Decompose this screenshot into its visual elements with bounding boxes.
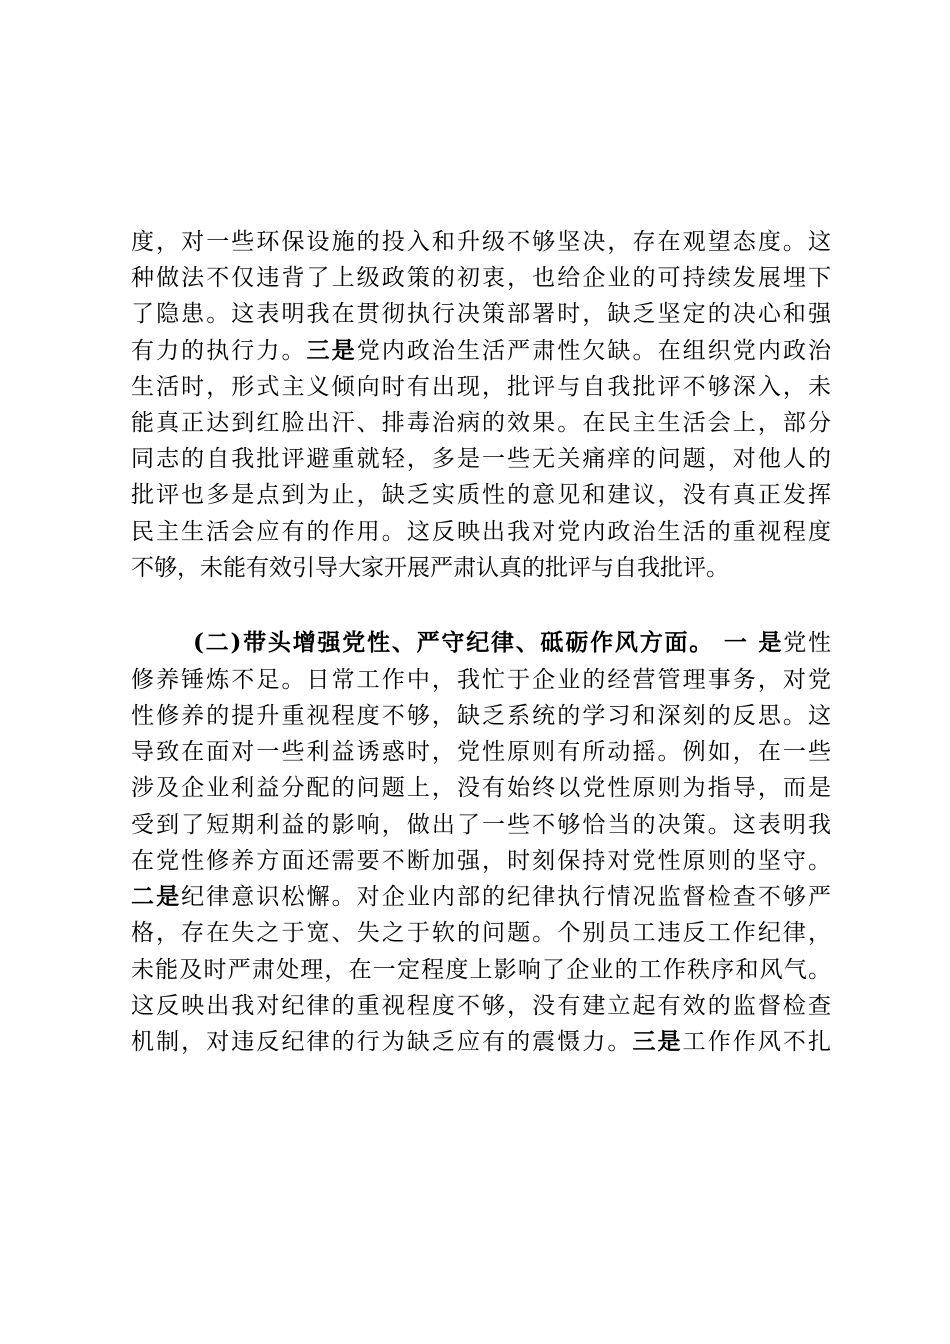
text-run: 这反映出我对纪律的重视程度不够，没有建立起有效的监督检查 — [131, 993, 831, 1019]
text-line — [131, 735, 831, 769]
text-run: 机制，对违反纪律的行为缺乏应有的震慑力。 — [131, 1029, 633, 1055]
text-run: 导致在面对一些利益诱惑时，党性原则有所动摇。例如，在一些 — [131, 739, 831, 765]
text-run: 了隐患。这表明我在贯彻执行决策部署时，缺乏坚定的决心和强 — [131, 301, 831, 327]
bold-text-run: 二是 — [131, 883, 182, 910]
text-run: 有力的执行力。 — [131, 338, 307, 364]
text-line — [131, 261, 831, 295]
text-line — [131, 515, 831, 549]
text-line — [131, 225, 831, 259]
section-heading: (二)带头增强党性、严守纪律、砥砺作风方面。 一 是 — [193, 629, 784, 656]
text-run: 工作作风不扎 — [682, 1029, 831, 1055]
text-line — [131, 880, 831, 914]
text-line — [131, 478, 831, 512]
text-line — [131, 916, 831, 950]
text-run: 在党性修养方面还需要不断加强，时刻保持对党性原则的坚守。 — [131, 848, 831, 874]
text-run: 党性 — [783, 630, 831, 656]
text-run: 纪律意识松懈。对企业内部的纪律执行情况监督检查不够严 — [181, 884, 831, 910]
text-line — [131, 989, 831, 1023]
text-run: 性修养的提升重视程度不够，缺乏系统的学习和深刻的反思。这 — [131, 703, 831, 729]
text-run: 生活时，形式主义倾向时有出现，批评与自我批评不够深入，未 — [131, 374, 831, 400]
text-run: 度，对一些环保设施的投入和升级不够坚决，存在观望态度。这 — [131, 229, 831, 255]
text-run: 受到了短期利益的影响，做出了一些不够恰当的决策。这表明我 — [131, 812, 831, 838]
text-line — [131, 844, 831, 878]
text-run: 不够，未能有效引导大家开展严肃认真的批评与自我批评。 — [131, 555, 729, 581]
section-heading-line — [193, 626, 831, 660]
text-run: 种做法不仅违背了上级政策的初衷，也给企业的可持续发展埋下 — [131, 265, 831, 291]
text-run: 党内政治生活严肃性欠缺。在组织党内政治 — [356, 338, 831, 364]
text-run: 格，存在失之于宽、失之于软的问题。个别员工违反工作纪律， — [131, 920, 831, 946]
text-run: 同志的自我批评避重就轻，多是一些无关痛痒的问题，对他人的 — [131, 446, 831, 472]
bold-text-run: 三是 — [632, 1028, 683, 1055]
text-line — [131, 442, 831, 476]
text-line — [131, 551, 831, 585]
text-line — [131, 297, 831, 331]
text-line — [131, 663, 831, 697]
text-run: 能真正达到红脸出汗、排毒治病的效果。在民主生活会上，部分 — [131, 410, 831, 436]
text-line — [131, 771, 831, 805]
text-line — [131, 370, 831, 404]
text-line — [131, 406, 831, 440]
text-line — [131, 808, 831, 842]
text-line — [131, 1025, 831, 1059]
text-run: 涉及企业利益分配的问题上，没有始终以党性原则为指导，而是 — [131, 775, 831, 801]
text-run: 未能及时严肃处理，在一定程度上影响了企业的工作秩序和风气。 — [131, 957, 831, 983]
bold-text-run: 三是 — [306, 337, 357, 364]
text-line — [131, 953, 831, 987]
text-line — [131, 334, 831, 368]
text-run: 民主生活会应有的作用。这反映出我对党内政治生活的重视程度 — [131, 519, 831, 545]
text-line — [131, 699, 831, 733]
text-run: 修养锤炼不足。日常工作中，我忙于企业的经营管理事务，对党 — [131, 667, 831, 693]
text-run: 批评也多是点到为止，缺乏实质性的意见和建议，没有真正发挥 — [131, 482, 831, 508]
